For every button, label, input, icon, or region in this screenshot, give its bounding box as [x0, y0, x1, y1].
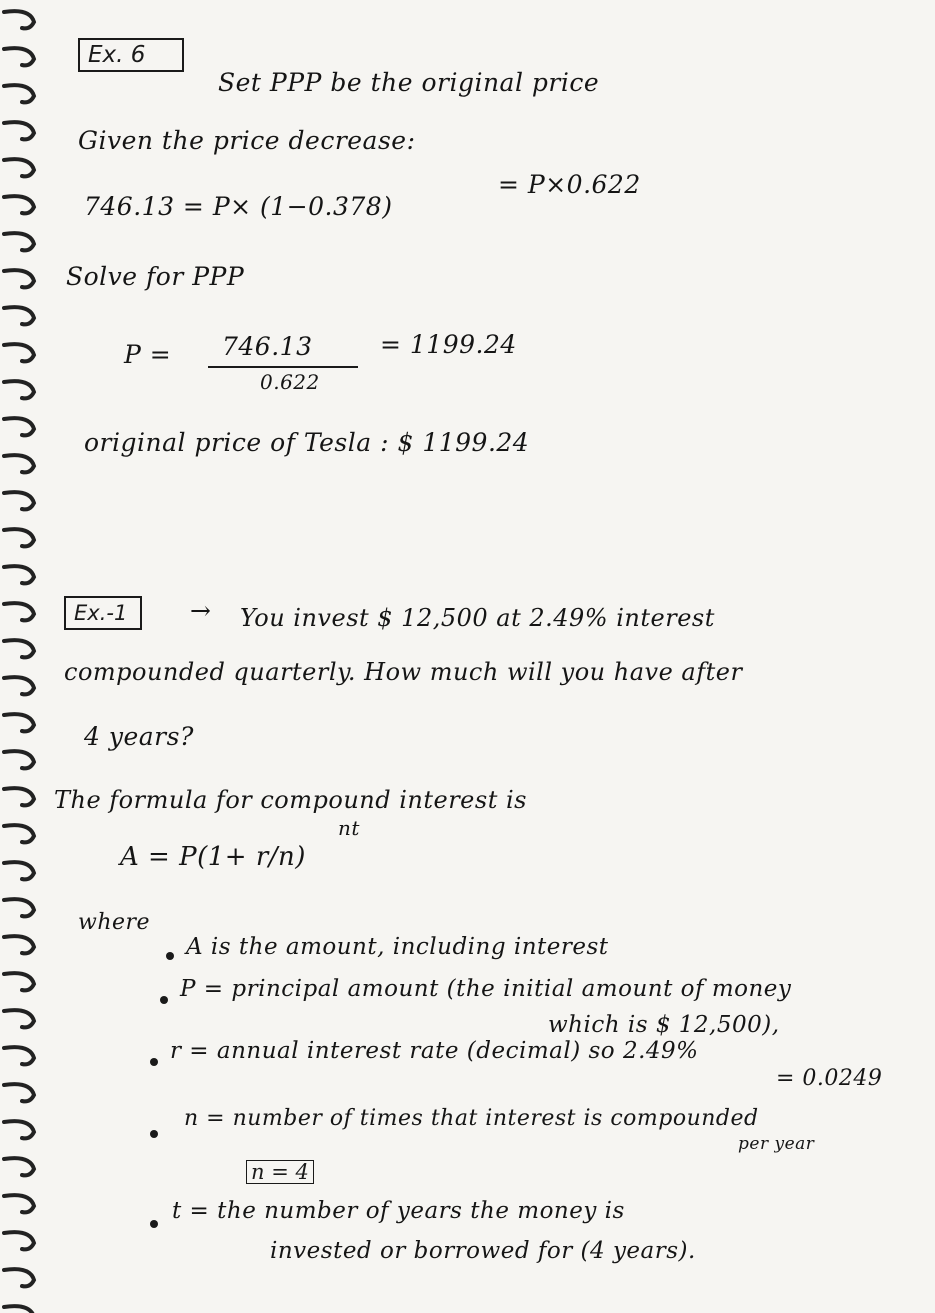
spiral-coil	[4, 603, 34, 620]
ex6-fraction-bar	[208, 366, 358, 368]
spiral-coil	[4, 307, 34, 324]
ex6-fraction-denominator: 0.622	[260, 370, 320, 394]
ex7-bullet-t-line1: t = the number of years the money is	[172, 1198, 625, 1224]
spiral-coil	[4, 1232, 34, 1249]
spiral-coil	[4, 529, 34, 546]
ex6-answer: original price of Tesla : $ 1199.24	[84, 428, 530, 457]
ex7-question-line1: You invest $ 12,500 at 2.49% interest	[240, 604, 715, 632]
ex7-where: where	[78, 910, 151, 935]
ex6-equation-left: 746.13 = P× (1−0.378)	[84, 192, 393, 221]
ex7-bullet-r-line2: = 0.0249	[776, 1066, 883, 1091]
spiral-coil	[4, 381, 34, 398]
bullet	[150, 1220, 158, 1228]
spiral-coil	[4, 788, 34, 805]
ex7-bullet-r-line1: r = annual interest rate (decimal) so 2.49%	[170, 1038, 699, 1064]
spiral-coil	[4, 233, 34, 250]
spiral-coil	[4, 418, 34, 435]
spiral-coil	[4, 899, 34, 916]
ex7-question-line3: 4 years?	[84, 722, 194, 751]
spiral-coil	[4, 1047, 34, 1064]
spiral-coil	[4, 455, 34, 472]
spiral-coil	[4, 159, 34, 176]
spiral-coil	[4, 751, 34, 768]
ex7-bullet-p-line1: P = principal amount (the initial amount of money	[180, 976, 792, 1002]
ex6-line-set-p: Set PPP be the original price	[218, 68, 600, 97]
spiral-coil	[4, 1084, 34, 1101]
bullet	[160, 996, 168, 1004]
ex6-equation-right: = P×0.622	[498, 170, 641, 199]
spiral-coil	[4, 11, 34, 28]
spiral-coil	[4, 85, 34, 102]
spiral-coil	[4, 640, 34, 657]
ex7-arrow: →	[190, 596, 212, 625]
spiral-coil	[4, 48, 34, 65]
spiral-coil	[4, 566, 34, 583]
spiral-coil	[4, 1306, 34, 1313]
ex6-fraction-numerator: 746.13	[222, 332, 313, 361]
ex7-bullet-a: A is the amount, including interest	[186, 934, 609, 960]
ex6-line-given: Given the price decrease:	[78, 126, 416, 155]
spiral-coil	[4, 196, 34, 213]
spiral-coil	[4, 1121, 34, 1138]
ex7-label: Ex.-1	[64, 596, 142, 630]
spiral-coil	[4, 1158, 34, 1175]
ex7-formula-exponent: nt	[338, 816, 360, 840]
ex6-p-lhs: P =	[124, 340, 172, 369]
spiral-coil	[4, 492, 34, 509]
ex6-label: Ex. 6	[78, 38, 184, 72]
ex6-p-result: = 1199.24	[380, 330, 517, 359]
spiral-coil	[4, 1010, 34, 1027]
spiral-coil	[4, 714, 34, 731]
ex7-formula-intro: The formula for compound interest is	[54, 786, 527, 814]
ex7-question-line2: compounded quarterly. How much will you have after	[64, 658, 743, 686]
bullet	[150, 1058, 158, 1066]
spiral-coil	[4, 936, 34, 953]
spiral-coil	[4, 825, 34, 842]
ex7-bullet-n-line2: per year	[738, 1134, 815, 1154]
spiral-coil	[4, 1269, 34, 1286]
spiral-binding	[0, 0, 40, 1313]
ex7-formula: A = P(1+ r/n)	[120, 842, 306, 872]
spiral-coil	[4, 677, 34, 694]
ex7-bullet-p-line2: which is $ 12,500),	[548, 1012, 780, 1038]
ex7-bullet-n-line1: n = number of times that interest is compounded	[184, 1106, 759, 1131]
ex7-bullet-t-line2: invested or borrowed for (4 years).	[270, 1238, 696, 1264]
spiral-coil	[4, 344, 34, 361]
spiral-coil	[4, 270, 34, 287]
spiral-coil	[4, 973, 34, 990]
spiral-coil	[4, 1195, 34, 1212]
spiral-coil	[4, 862, 34, 879]
ex6-line-solve: Solve for PPP	[66, 262, 245, 291]
bullet	[166, 952, 174, 960]
ex7-bullet-n-value: n = 4	[246, 1160, 314, 1184]
spiral-coil	[4, 122, 34, 139]
bullet	[150, 1130, 158, 1138]
